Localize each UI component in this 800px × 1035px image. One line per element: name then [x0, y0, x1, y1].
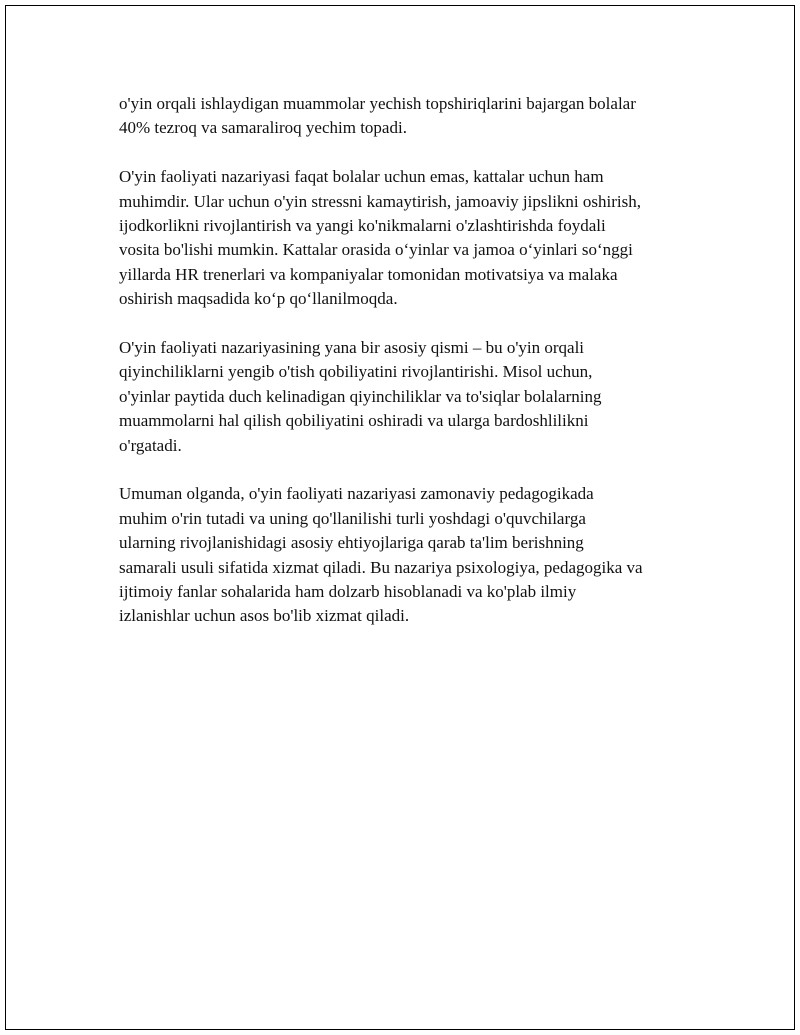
paragraph-4: Umuman olganda, o'yin faoliyati nazariyasi zamonaviy pedagogikada muhim o'rin tutadi va uning qo'llanilishi turli yoshdagi o'quvchilarga ularning rivojlanishidagi asosiy ehtiyojlariga qarab ta'lim berishning samarali usuli sifatida xizmat qiladi. Bu nazariya psixologiya, pedagogika va ijtimoiy fanlar sohalarida ham dolzarb hisoblanadi va ko'plab ilmiy izlanishlar uchun asos bo'lib xizmat qiladi. [119, 484, 643, 626]
paragraph-1: o'yin orqali ishlaydigan muammolar yechish topshiriqlarini bajargan bolalar 40% tezroq va samaraliroq yechim topadi. [119, 94, 636, 138]
document-body [119, 92, 699, 653]
document-page [5, 5, 795, 1030]
paragraph-2: O'yin faoliyati nazariyasi faqat bolalar uchun emas, kattalar uchun ham muhimdir. Ular uchun o'yin stressni kamaytirish, jamoaviy jipslikni oshirish, ijodkorlikni rivojlantirish va yangi ko'nikmalarni o'zlashtirishda foydali vosita bo'lishi mumkin. Kattalar orasida o‘yinlar va jamoa o‘yinlari so‘nggi yillarda HR trenerlari va kompaniyalar tomonidan motivatsiya va malaka oshirish maqsadida ko‘p qo‘llanilmoqda. [119, 167, 641, 309]
paragraph-3: O'yin faoliyati nazariyasining yana bir asosiy qismi – bu o'yin orqali qiyinchiliklarni yengib o'tish qobiliyatini rivojlantirishi. Misol uchun, o'yinlar paytida duch kelinadigan qiyinchiliklar va to'siqlar bolalarning muammolarni hal qilish qobiliyatini oshiradi va ularga bardoshlilikni o'rgatadi. [119, 338, 602, 455]
